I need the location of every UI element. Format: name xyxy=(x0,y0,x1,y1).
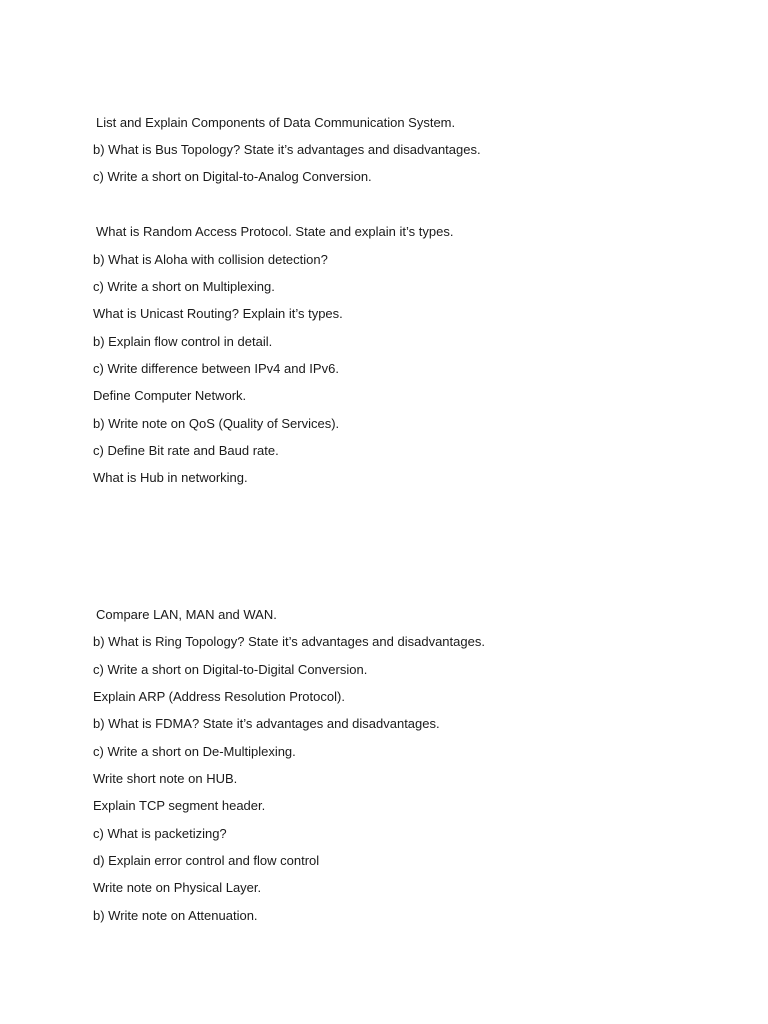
question-line: b) Write note on Attenuation. xyxy=(93,908,258,923)
question-line: Explain TCP segment header. xyxy=(93,798,266,813)
question-line: c) Write a short on Digital-to-Digital Conversion. xyxy=(93,662,368,677)
question-line: b) Write note on QoS (Quality of Services). xyxy=(93,416,340,431)
question-line: c) Define Bit rate and Baud rate. xyxy=(93,443,279,458)
question-line: Explain ARP (Address Resolution Protocol). xyxy=(93,689,345,704)
question-line: Define Computer Network. xyxy=(93,388,247,403)
question-line: c) What is packetizing? xyxy=(93,826,227,841)
question-line: b) What is FDMA? State it’s advantages and disadvantages. xyxy=(93,716,440,731)
question-line: c) Write a short on Digital-to-Analog Conversion. xyxy=(93,169,372,184)
question-line: b) What is Ring Topology? State it’s advantages and disadvantages. xyxy=(93,634,485,649)
question-line: c) Write difference between IPv4 and IPv6. xyxy=(93,361,339,376)
question-line: c) Write a short on Multiplexing. xyxy=(93,279,275,294)
question-line: What is Hub in networking. xyxy=(93,470,248,485)
question-line: Write short note on HUB. xyxy=(93,771,238,786)
question-line: What is Unicast Routing? Explain it’s types. xyxy=(93,306,343,321)
question-line: b) What is Aloha with collision detection? xyxy=(93,252,328,267)
question-line: b) Explain flow control in detail. xyxy=(93,334,273,349)
question-line: What is Random Access Protocol. State and explain it’s types. xyxy=(96,224,454,239)
question-line: d) Explain error control and flow control xyxy=(93,853,320,868)
question-line: Write note on Physical Layer. xyxy=(93,880,262,895)
question-line: Compare LAN, MAN and WAN. xyxy=(96,607,277,622)
question-line: List and Explain Components of Data Communication System. xyxy=(96,115,456,130)
question-line: b) What is Bus Topology? State it’s advantages and disadvantages. xyxy=(93,142,481,157)
question-line: c) Write a short on De-Multiplexing. xyxy=(93,744,296,759)
